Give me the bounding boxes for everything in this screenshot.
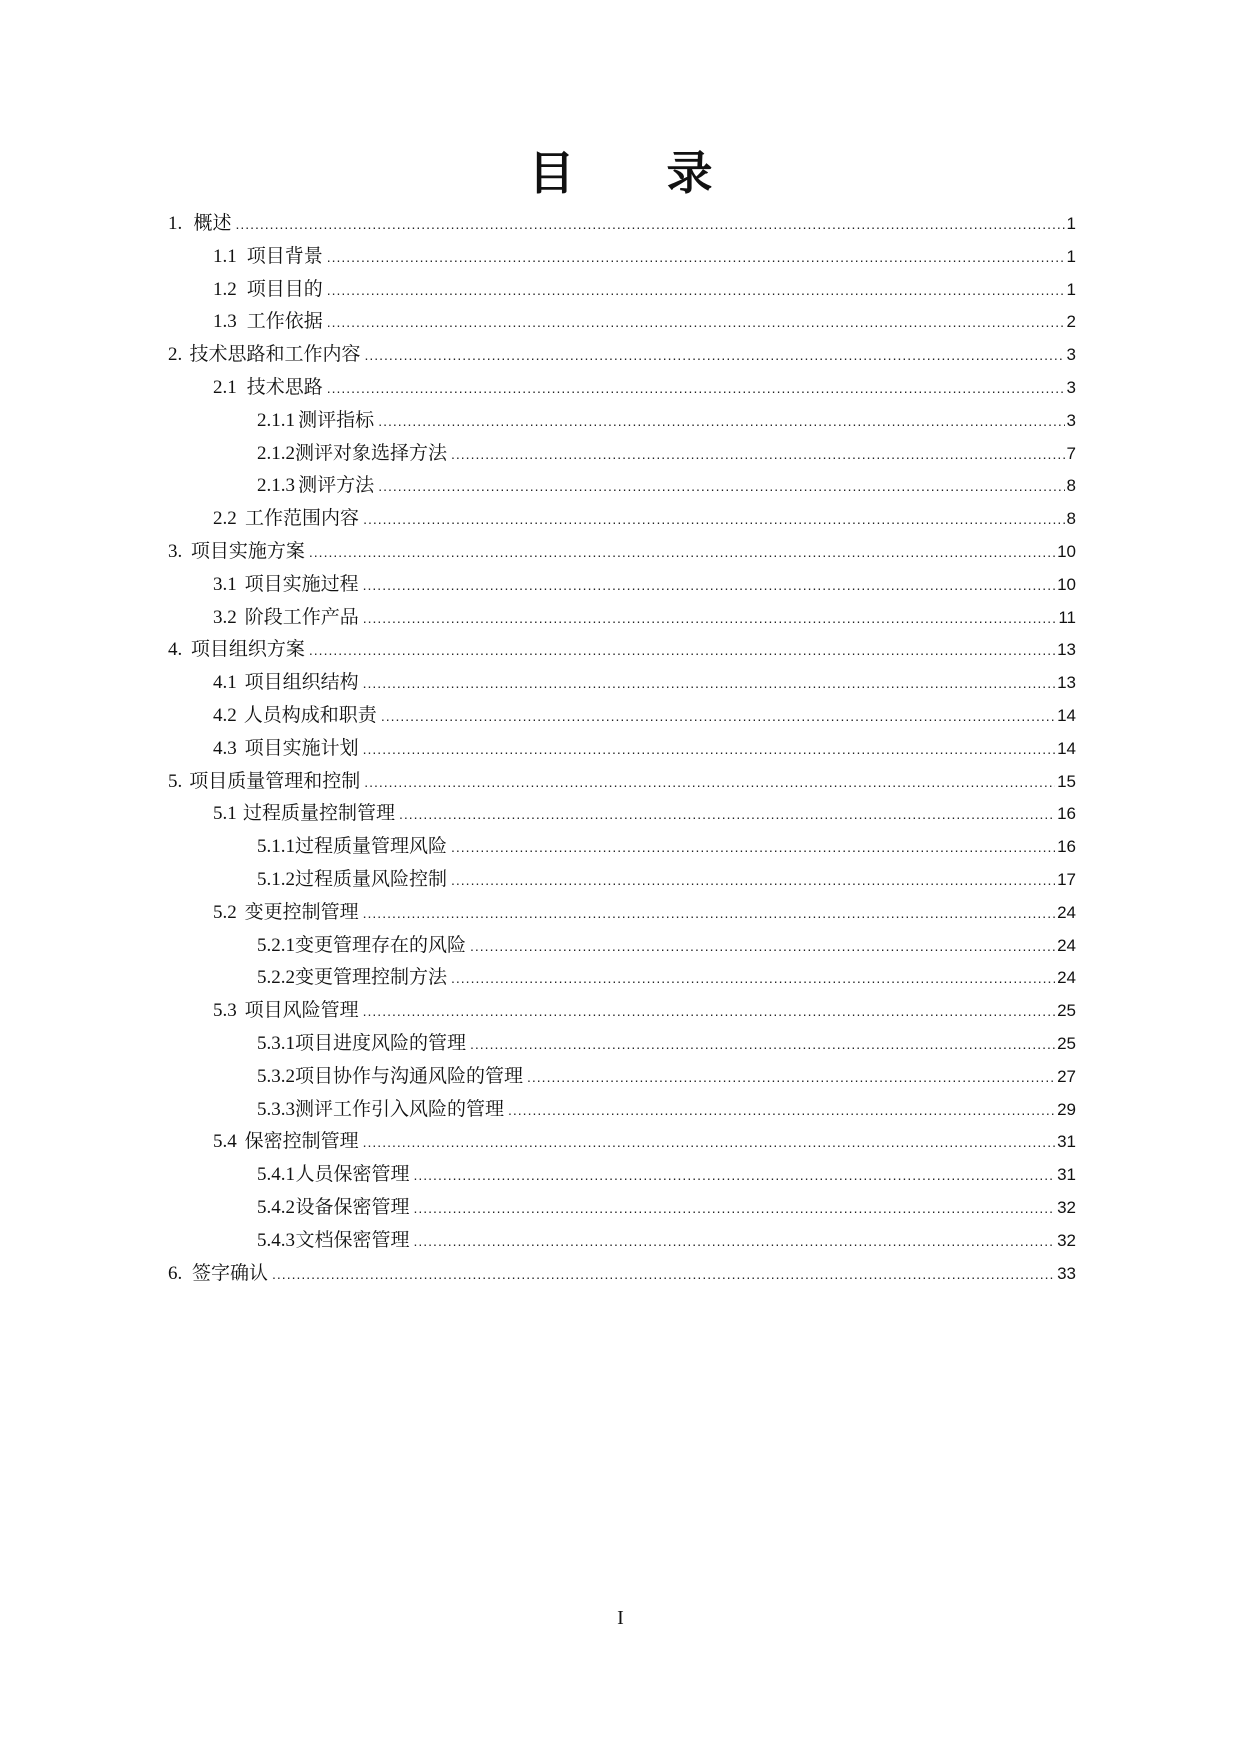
toc-dot-leader <box>327 241 1065 274</box>
toc-entry[interactable] <box>168 371 1076 404</box>
toc-entry-title[interactable]: 项目协作与沟通风险的管理 <box>295 1064 524 1087</box>
toc-entry[interactable] <box>168 1060 1076 1093</box>
toc-entry[interactable] <box>168 1257 1076 1290</box>
toc-entry-title[interactable]: 测评对象选择方法 <box>295 441 448 464</box>
toc-entry-title[interactable]: 项目风险管理 <box>244 999 359 1022</box>
toc-entry-page: 31 <box>1057 1132 1076 1152</box>
toc-entry-number: 5.3.3 <box>257 1098 295 1120</box>
toc-entry-number: 6. <box>168 1262 183 1284</box>
toc-entry[interactable] <box>168 732 1076 765</box>
toc-entry-number: 5.3.2 <box>257 1065 295 1087</box>
toc-entry-page: 3 <box>1066 377 1076 397</box>
toc-entry-title[interactable]: 概述 <box>193 212 232 234</box>
toc-entry-title[interactable]: 项目组织结构 <box>244 671 359 694</box>
toc-entry-title[interactable]: 项目进度风险的管理 <box>295 1031 467 1054</box>
toc-entry-page: 8 <box>1066 476 1076 496</box>
toc-entry[interactable] <box>168 338 1076 371</box>
toc-dot-leader <box>451 438 1065 471</box>
toc-dot-leader <box>363 667 1055 700</box>
toc-entry-number: 5.1.2 <box>257 868 295 890</box>
toc-entry[interactable] <box>168 1191 1076 1224</box>
toc-entry-number: 1.3 <box>213 311 237 333</box>
toc-dot-leader <box>414 1225 1056 1258</box>
toc-entry-title[interactable]: 测评指标 <box>298 408 375 431</box>
toc-entry-number: 5.4 <box>213 1131 237 1153</box>
toc-entry-title[interactable]: 工作依据 <box>246 310 323 333</box>
toc-entry-number: 3.2 <box>213 606 237 628</box>
toc-entry-title[interactable]: 测评方法 <box>298 474 375 497</box>
toc-entry-page: 10 <box>1057 541 1076 561</box>
toc-entry-title[interactable]: 签字确认 <box>192 1261 269 1284</box>
toc-entry-page: 31 <box>1057 1165 1076 1185</box>
toc-entry[interactable] <box>168 797 1076 830</box>
toc-entry[interactable] <box>168 535 1076 568</box>
toc-entry-page: 24 <box>1057 935 1076 955</box>
toc-entry-number: 2.1 <box>213 376 237 398</box>
toc-entry[interactable] <box>168 601 1076 634</box>
toc-entry[interactable] <box>168 437 1076 470</box>
toc-entry-title[interactable]: 人员保密管理 <box>295 1163 410 1186</box>
toc-entry-title[interactable]: 设备保密管理 <box>295 1195 410 1218</box>
toc-entry-number: 5.2 <box>213 901 237 923</box>
toc-entry[interactable] <box>168 404 1076 437</box>
toc-dot-leader <box>414 1159 1056 1192</box>
toc-dot-leader <box>414 1192 1056 1225</box>
toc-dot-leader <box>363 503 1064 536</box>
toc-dot-leader <box>364 766 1055 799</box>
toc-dot-leader <box>451 831 1055 864</box>
toc-entry-number: 4. <box>168 639 183 661</box>
toc-entry-page: 3 <box>1066 410 1076 430</box>
toc-entry-page: 1 <box>1066 214 1076 233</box>
toc-entry[interactable] <box>168 863 1076 896</box>
toc-entry[interactable] <box>168 469 1076 502</box>
toc-dot-leader <box>363 569 1055 602</box>
toc-entry[interactable] <box>168 699 1076 732</box>
toc-entry-page: 17 <box>1057 869 1076 889</box>
toc-entry-page: 27 <box>1057 1066 1076 1086</box>
toc-entry[interactable] <box>168 1158 1076 1191</box>
toc-entry-number: 5.4.1 <box>257 1164 295 1186</box>
toc-entry-page: 15 <box>1057 771 1076 791</box>
toc-entry-page: 29 <box>1057 1099 1076 1119</box>
page-number: I <box>617 1607 624 1629</box>
toc-dot-leader <box>363 602 1057 635</box>
toc-entry-number: 2.1.1 <box>257 409 295 431</box>
toc-entry-page: 13 <box>1057 640 1076 660</box>
toc-entry-number: 4.3 <box>213 737 237 759</box>
toc-entry-number: 3. <box>168 540 183 562</box>
toc-dot-leader <box>327 372 1065 405</box>
toc-entry-title[interactable]: 阶段工作产品 <box>244 605 359 628</box>
toc-entry-title[interactable]: 项目实施方案 <box>190 539 305 562</box>
toc-entry-page: 7 <box>1066 443 1076 463</box>
toc-dot-leader <box>327 274 1065 307</box>
toc-entry-title[interactable]: 项目质量管理和控制 <box>189 769 361 792</box>
toc-entry-number: 5.1.1 <box>257 836 295 858</box>
toc-entry-title[interactable]: 变更管理控制方法 <box>295 966 448 989</box>
toc-entry-page: 11 <box>1058 607 1076 627</box>
toc-dot-leader <box>378 405 1064 438</box>
toc-entry[interactable] <box>168 666 1076 699</box>
toc-entry[interactable] <box>168 568 1076 601</box>
toc-entry-page: 8 <box>1066 509 1076 529</box>
toc-entry[interactable] <box>168 1224 1076 1257</box>
toc-entry-number: 1.2 <box>213 278 237 300</box>
toc-entry-page: 2 <box>1066 312 1076 332</box>
toc-entry-title[interactable]: 项目目的 <box>246 277 323 300</box>
toc-entry-page: 10 <box>1057 574 1076 594</box>
toc-entry-page: 13 <box>1057 673 1076 693</box>
toc-entry-title[interactable]: 测评工作引入风险的管理 <box>295 1097 505 1120</box>
toc-entry-page: 16 <box>1057 804 1076 824</box>
toc-entry-number: 5.3.1 <box>257 1032 295 1054</box>
toc-entry-title[interactable]: 技术思路和工作内容 <box>189 343 361 366</box>
toc-entry[interactable] <box>168 1125 1076 1158</box>
toc-entry[interactable] <box>168 765 1076 798</box>
toc-entry-title[interactable]: 项目背景 <box>246 244 323 267</box>
toc-entry-number: 2.1.3 <box>257 475 295 497</box>
toc-entry-title[interactable]: 变更管理存在的风险 <box>295 933 467 956</box>
toc-dot-leader <box>363 995 1055 1028</box>
toc-entry-number: 5. <box>168 770 183 792</box>
toc-dot-leader <box>399 798 1055 831</box>
toc-entry[interactable] <box>168 929 1076 962</box>
toc-entry-page: 24 <box>1057 968 1076 988</box>
toc-entry-title[interactable]: 项目实施计划 <box>244 736 359 759</box>
toc-entry-number: 5.2.2 <box>257 967 295 989</box>
toc-dot-leader <box>470 1028 1055 1061</box>
toc-entry-page: 16 <box>1057 837 1076 857</box>
toc-entry-number: 1. <box>168 213 183 234</box>
toc-entry-page: 25 <box>1057 1001 1076 1021</box>
toc-entry[interactable] <box>168 896 1076 929</box>
toc-entry-number: 1.1 <box>213 245 237 267</box>
toc-entry-title[interactable]: 过程质量管理风险 <box>295 835 448 858</box>
toc-entry[interactable] <box>168 994 1076 1027</box>
toc-entry-page: 1 <box>1066 246 1076 266</box>
toc-entry[interactable] <box>168 1027 1076 1060</box>
toc-entry-title[interactable]: 过程质量风险控制 <box>295 867 448 890</box>
toc-entry-number: 5.4.3 <box>257 1229 295 1251</box>
toc-dot-leader <box>381 700 1055 733</box>
toc-dot-leader <box>272 1258 1055 1291</box>
toc-entry-title[interactable]: 项目组织方案 <box>190 638 305 661</box>
toc-entry[interactable] <box>168 207 1076 240</box>
table-of-contents <box>168 207 1076 1289</box>
toc-dot-leader <box>527 1061 1055 1094</box>
toc-entry-title[interactable]: 文档保密管理 <box>295 1228 410 1251</box>
page-title: 目 录 <box>528 146 751 200</box>
toc-dot-leader <box>235 208 1064 241</box>
toc-dot-leader <box>378 470 1064 503</box>
toc-dot-leader <box>364 339 1064 372</box>
toc-entry-number: 5.4.2 <box>257 1196 295 1218</box>
toc-entry-title[interactable]: 人员构成和职责 <box>243 703 377 726</box>
toc-entry-page: 14 <box>1057 738 1076 758</box>
toc-entry-title[interactable]: 过程质量控制管理 <box>242 802 395 825</box>
toc-dot-leader <box>470 930 1055 963</box>
toc-entry-number: 2.1.2 <box>257 442 295 464</box>
toc-dot-leader <box>363 733 1055 766</box>
toc-entry-title[interactable]: 保密控制管理 <box>244 1130 359 1153</box>
toc-entry-title[interactable]: 技术思路 <box>246 375 323 398</box>
toc-entry-number: 2. <box>168 344 183 366</box>
toc-entry-number: 4.1 <box>213 672 237 694</box>
toc-entry[interactable] <box>168 273 1076 306</box>
toc-entry-page: 14 <box>1057 705 1076 725</box>
toc-entry-page: 3 <box>1066 345 1076 365</box>
toc-entry-title[interactable]: 工作范围内容 <box>245 507 360 530</box>
toc-entry-title[interactable]: 变更控制管理 <box>244 900 359 923</box>
toc-entry[interactable] <box>168 240 1076 273</box>
toc-entry-page: 32 <box>1057 1230 1076 1250</box>
toc-entry-number: 4.2 <box>213 704 237 726</box>
toc-entry[interactable] <box>168 1093 1076 1126</box>
toc-entry-number: 5.2.1 <box>257 934 295 956</box>
toc-dot-leader <box>363 1126 1055 1159</box>
toc-dot-leader <box>508 1094 1055 1127</box>
toc-entry[interactable] <box>168 830 1076 863</box>
toc-entry-page: 1 <box>1066 279 1076 299</box>
toc-dot-leader <box>451 864 1055 897</box>
toc-entry-page: 33 <box>1057 1263 1076 1283</box>
toc-entry-number: 2.2 <box>213 508 237 530</box>
toc-dot-leader <box>309 536 1055 569</box>
toc-entry-page: 25 <box>1057 1033 1076 1053</box>
toc-dot-leader <box>451 962 1055 995</box>
toc-entry-number: 5.3 <box>213 1000 237 1022</box>
toc-entry-page: 24 <box>1057 902 1076 922</box>
toc-dot-leader <box>309 634 1055 667</box>
toc-dot-leader <box>327 306 1065 339</box>
toc-entry-page: 32 <box>1057 1197 1076 1217</box>
toc-entry-title[interactable]: 项目实施过程 <box>244 572 359 595</box>
toc-entry[interactable] <box>168 633 1076 666</box>
toc-entry[interactable] <box>168 961 1076 994</box>
toc-entry-number: 3.1 <box>213 573 237 595</box>
toc-entry[interactable] <box>168 502 1076 535</box>
toc-entry[interactable] <box>168 305 1076 338</box>
toc-entry-number: 5.1 <box>213 803 237 825</box>
toc-dot-leader <box>363 897 1055 930</box>
